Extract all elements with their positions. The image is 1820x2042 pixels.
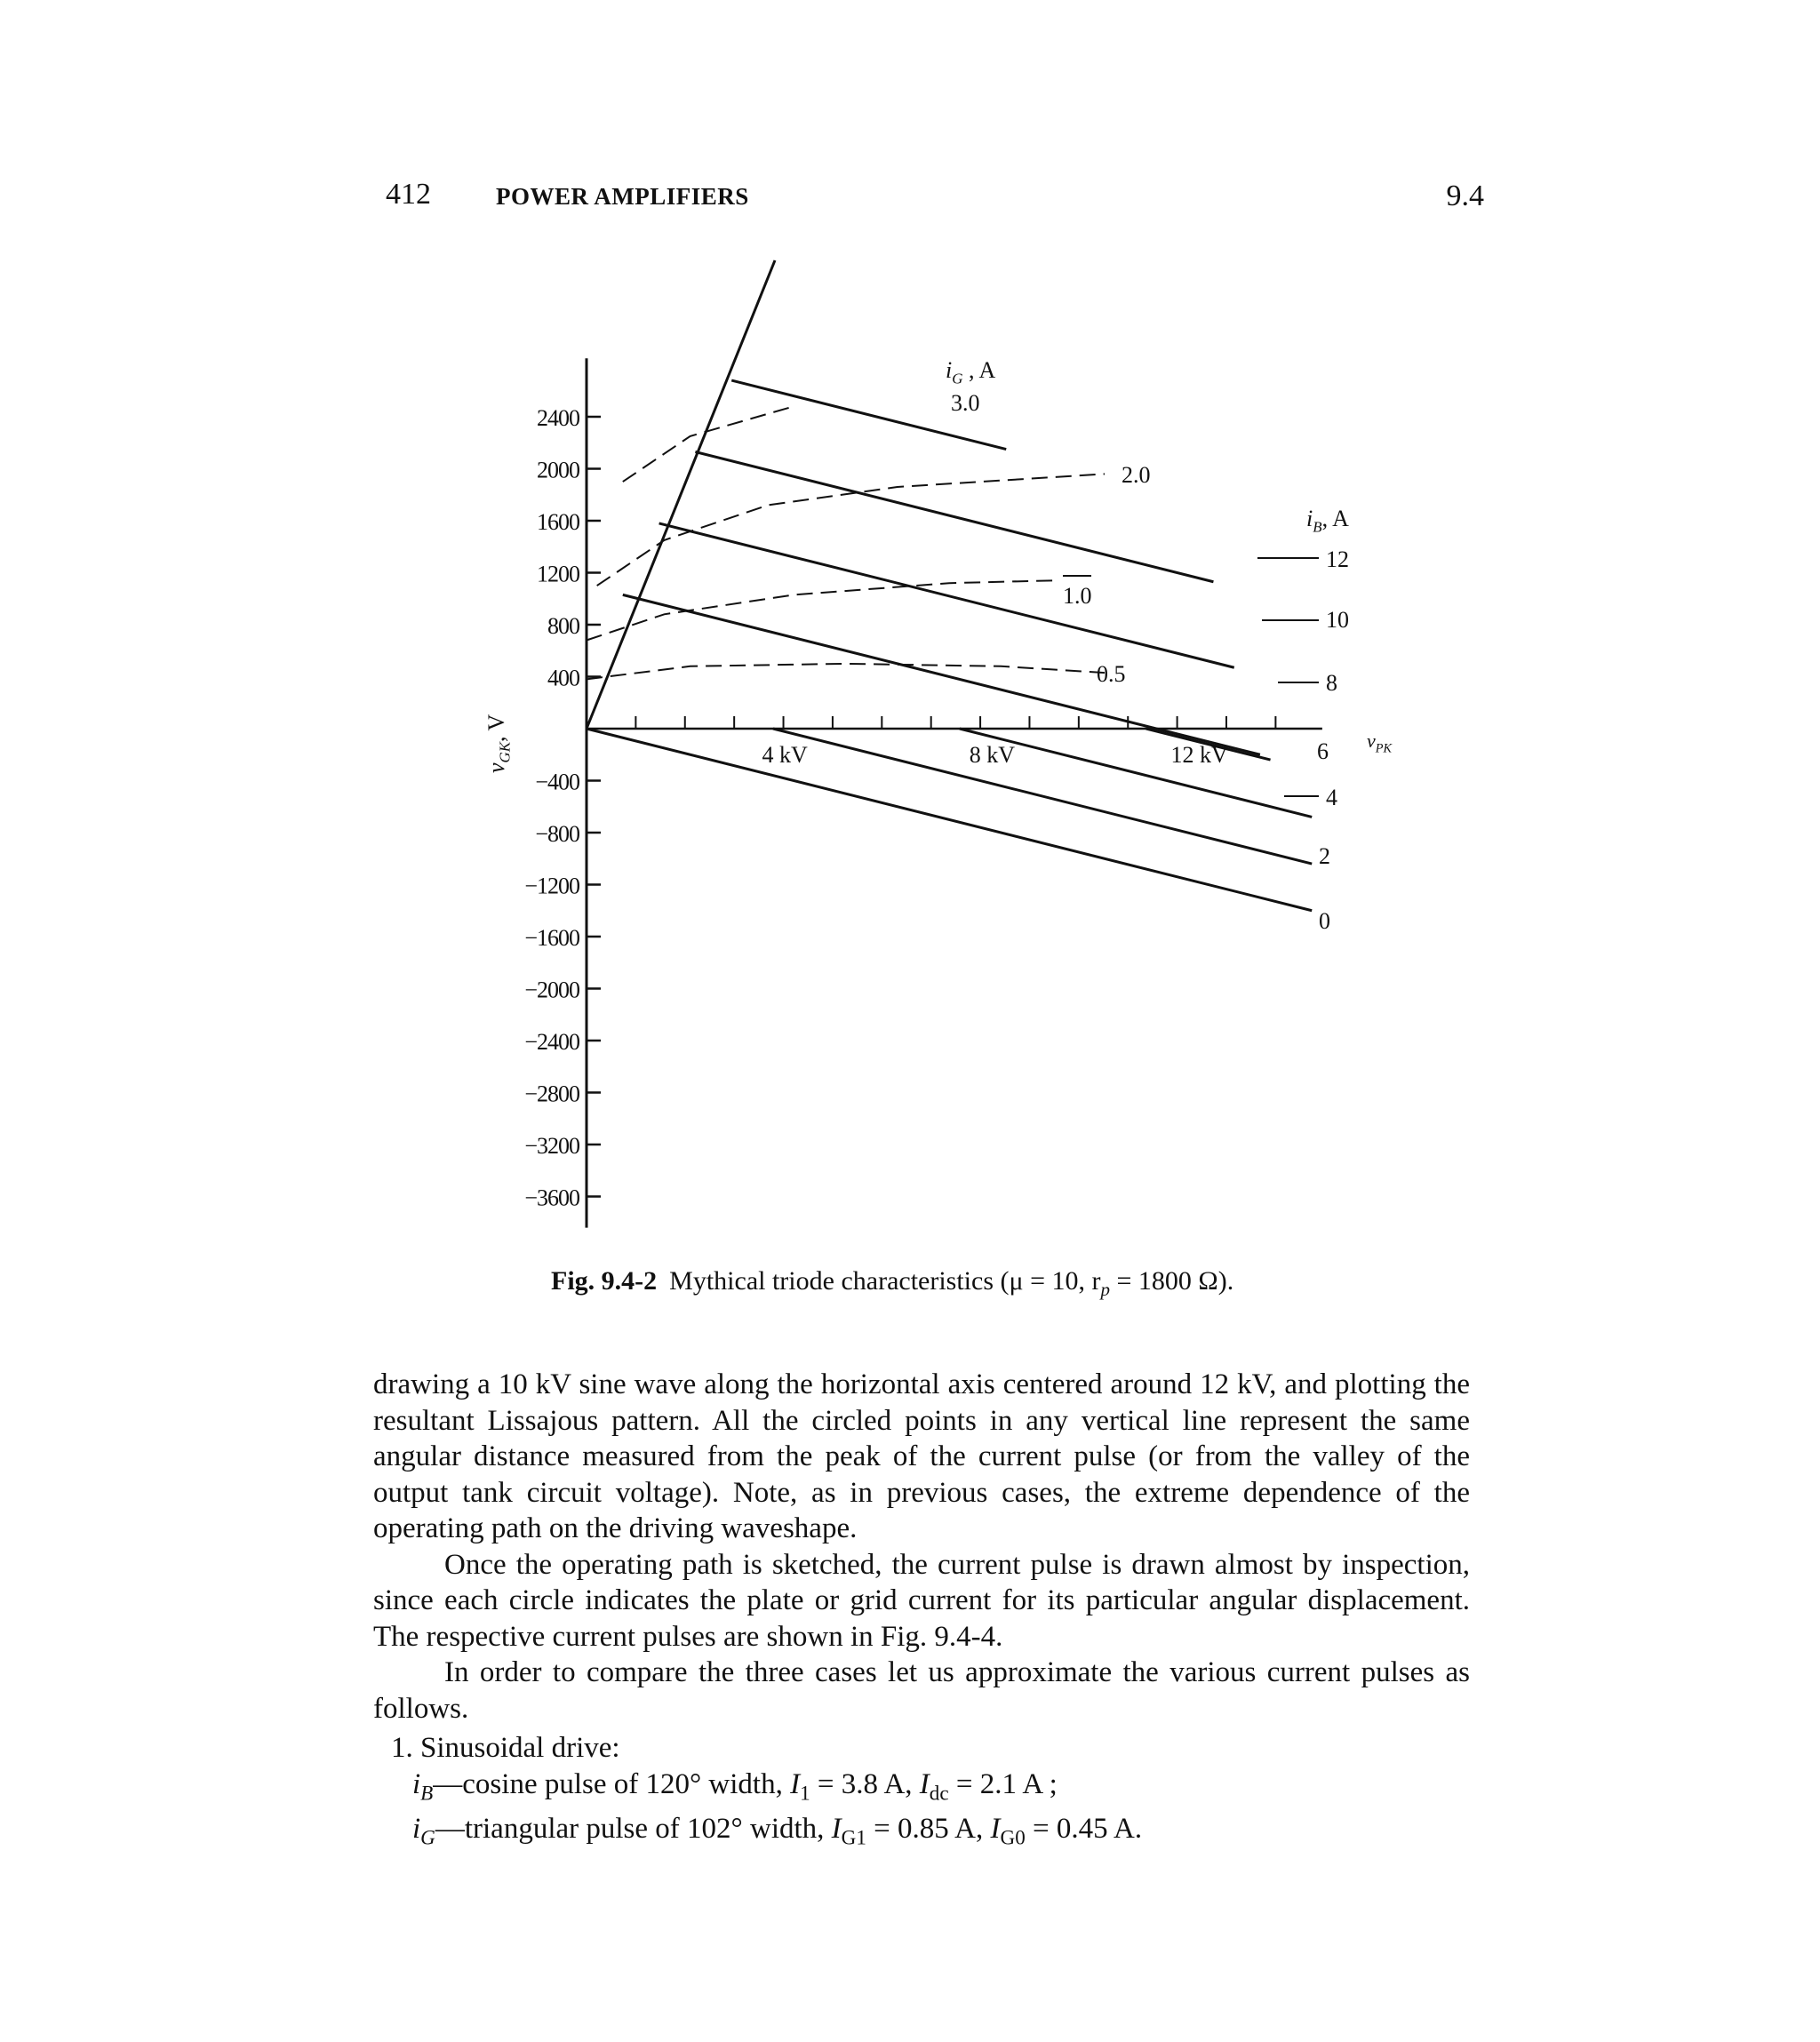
ib-line [412,1767,1470,1811]
ib-curve-label: 2 [1319,843,1330,869]
ig-text-1: —triangular pulse of 102° width, [435,1812,832,1845]
caption-text: Mythical triode characteristics (μ = 10, r [669,1266,1101,1296]
page-number: 412 [386,178,431,211]
y-tick-label: 1200 [537,561,579,587]
y-tick-label: −1200 [524,873,579,899]
body-text [373,1367,1470,1855]
ig-curve-label: 3.0 [951,390,980,416]
ig0-symbol: I [990,1812,1001,1845]
paragraph-1: drawing a 10 kV sine wave along the horizontal axis centered around 12 kV, and plotting the resultant Lissajous pattern. All the circled points in any vertical line represent the same angular distance measured from the peak of the current pulse (or from the valley of the output tank circuit voltage). Note, as in previous cases, the extreme dependence of the operating path on the driving waveshape. [373,1368,1470,1544]
ig-axis-title: $i_G$ , A [946,357,996,387]
x-tick-label: 12 kV [1170,742,1228,768]
plate-current-curve [623,594,1260,754]
ib-curve-label: 10 [1326,607,1349,633]
y-tick-label: −800 [535,821,579,847]
ib-curve-label: 8 [1326,670,1337,696]
y-tick-label: −1600 [524,925,579,951]
figure-caption [551,1266,1351,1301]
list-item-1: 1. Sinusoidal drive: [391,1732,620,1764]
x-tick-label: 4 kV [762,742,808,768]
y-tick-label: 1600 [537,509,579,535]
ib-text-1: —cosine pulse of 120° width, [433,1767,791,1800]
ig1-symbol: I [831,1812,842,1845]
ig-curve-label: 1.0 [1063,583,1092,609]
idc-symbol: I [919,1767,930,1800]
y-tick-label: 2400 [537,405,579,431]
plate-current-curve [659,523,1234,667]
section-number: 9.4 [1446,179,1484,212]
ib-curve-label: 4 [1326,785,1337,810]
y-tick-label: 400 [547,665,579,691]
ig-symbol-sub: G [420,1825,435,1849]
running-title: POWER AMPLIFIERS [496,183,749,210]
paragraph-3: In order to compare the three cases let us approximate the various current pulses as follows. [373,1656,1470,1725]
paragraph-2: Once the operating path is sketched, the current pulse is drawn almost by inspection, since each circle indicates the plate or grid current for its particular angular displacement. The respective current pulses are shown in Fig. 9.4-4. [373,1548,1470,1653]
ig-symbol: i [412,1812,421,1845]
x-tick-label: 8 kV [969,742,1016,768]
y-tick-label: −400 [535,769,579,795]
y-tick-label: −2000 [524,977,579,1003]
ib-curve-label: 0 [1319,908,1330,934]
ib-symbol-sub: B [420,1781,434,1805]
y-tick-label: 800 [547,613,579,639]
caption-label: Fig. 9.4-2 [551,1266,658,1296]
y-tick-label: −3600 [524,1185,579,1211]
i1-sub: 1 [800,1781,810,1805]
y-tick-label: 2000 [537,457,579,483]
idc-sub: dc [929,1781,949,1805]
caption-subscript: p [1100,1279,1110,1300]
ib-curve-label: 12 [1326,546,1349,572]
y-tick-label: −2800 [524,1081,579,1107]
y-tick-label: −3200 [524,1133,579,1159]
i1-symbol: I [790,1767,801,1800]
ib-symbol: i [412,1767,421,1800]
ig-curve-label: 2.0 [1122,462,1151,488]
ib-curve-label: 6 [1317,738,1329,764]
ig-text-2: = 0.85 A, [866,1812,991,1845]
ib-text-2: = 3.8 A, [810,1767,920,1800]
x-axis-title: $v_{PK}$ [1367,730,1393,756]
ig0-sub: G0 [1000,1825,1026,1849]
ib-axis-title: $i_B$, A [1306,506,1349,536]
boundary-line [587,260,775,729]
ig-line [412,1811,1470,1855]
ib-text-3: = 2.1 A ; [948,1767,1058,1800]
ig1-sub: G1 [841,1825,866,1849]
grid-current-curve [587,580,1053,640]
ig-curve-label: 0.5 [1097,661,1126,687]
grid-current-curve [587,664,1105,680]
ig-text-3: = 0.45 A. [1025,1812,1143,1845]
y-tick-label: −2400 [524,1029,579,1055]
caption-end: = 1800 Ω). [1110,1266,1234,1296]
y-axis-title: $v_{GK}$, V [483,714,514,773]
